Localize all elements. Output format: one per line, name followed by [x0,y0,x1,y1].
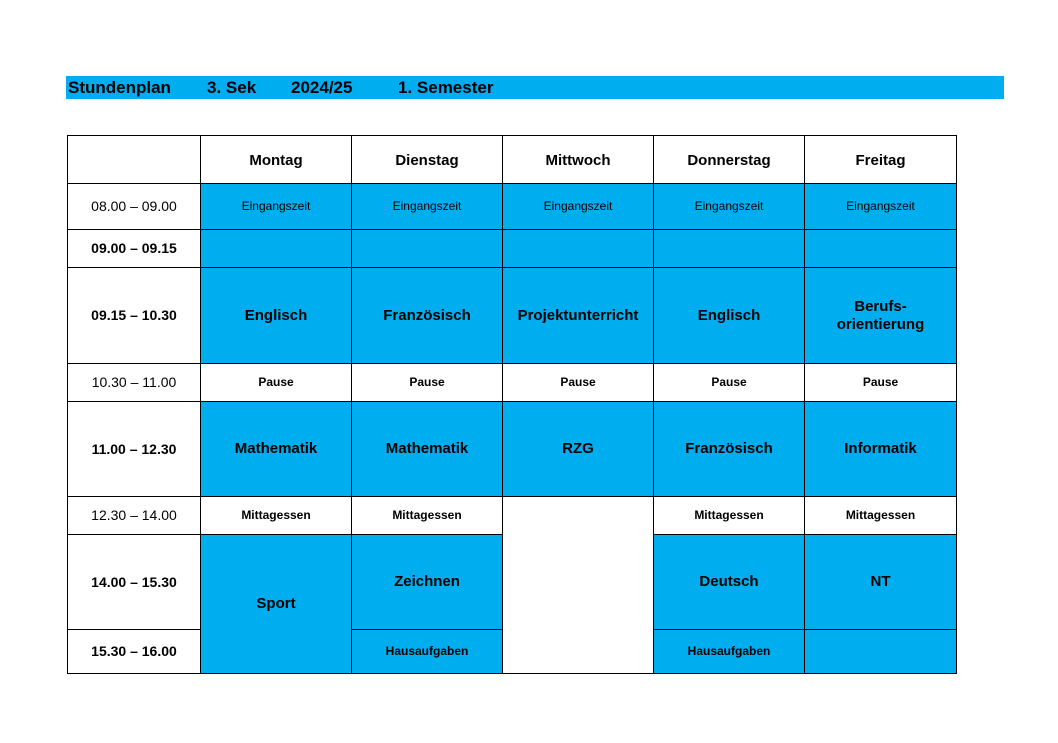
school-year: 2024/25 [291,78,353,97]
day-header-donnerstag: Donnerstag [654,136,805,184]
slot-pause: Pause [352,364,503,402]
lesson-cell: Mathematik [201,402,352,497]
slot-pause: Pause [654,364,805,402]
header-row [68,136,957,184]
lesson-cell: Berufs- orientierung [805,268,957,364]
empty-slot [201,230,352,268]
semester-label: 1. Semester [398,78,494,97]
time-cell: 08.00 – 09.00 [68,184,201,230]
slot-eingangszeit: Eingangszeit [503,184,654,230]
lesson-cell-sport: Sport [201,535,352,674]
title-bar [66,76,1004,99]
table-row [68,268,957,364]
lesson-cell: Informatik [805,402,957,497]
lesson-cell: NT [805,535,957,630]
slot-mittagessen: Mittagessen [352,497,503,535]
empty-slot-mittwoch [503,497,654,674]
time-cell: 10.30 – 11.00 [68,364,201,402]
time-cell: 09.15 – 10.30 [68,268,201,364]
corner-cell [68,136,201,184]
slot-hausaufgaben: Hausaufgaben [352,630,503,674]
slot-eingangszeit: Eingangszeit [805,184,957,230]
timetable [67,135,957,674]
slot-mittagessen: Mittagessen [805,497,957,535]
page-title: Stundenplan [68,78,171,97]
slot-eingangszeit: Eingangszeit [201,184,352,230]
time-cell: 14.00 – 15.30 [68,535,201,630]
lesson-cell: Französisch [352,268,503,364]
lesson-cell: Mathematik [352,402,503,497]
lesson-cell: Französisch [654,402,805,497]
lesson-cell: Deutsch [654,535,805,630]
table-row [68,230,957,268]
empty-slot [654,230,805,268]
lesson-cell: Zeichnen [352,535,503,630]
lesson-cell: Projektunterricht [503,268,654,364]
time-cell: 11.00 – 12.30 [68,402,201,497]
time-cell: 15.30 – 16.00 [68,630,201,674]
day-header-dienstag: Dienstag [352,136,503,184]
time-cell: 09.00 – 09.15 [68,230,201,268]
slot-pause: Pause [805,364,957,402]
slot-pause: Pause [503,364,654,402]
day-header-mittwoch: Mittwoch [503,136,654,184]
table-row [68,402,957,497]
empty-slot [503,230,654,268]
slot-hausaufgaben: Hausaufgaben [654,630,805,674]
slot-mittagessen: Mittagessen [654,497,805,535]
table-row [68,184,957,230]
empty-slot [805,630,957,674]
class-label: 3. Sek [207,78,257,97]
time-cell: 12.30 – 14.00 [68,497,201,535]
empty-slot [352,230,503,268]
day-header-montag: Montag [201,136,352,184]
empty-slot [805,230,957,268]
lesson-cell: RZG [503,402,654,497]
table-row [68,364,957,402]
slot-eingangszeit: Eingangszeit [654,184,805,230]
slot-eingangszeit: Eingangszeit [352,184,503,230]
lesson-cell: Englisch [201,268,352,364]
day-header-freitag: Freitag [805,136,957,184]
table-row [68,497,957,535]
slot-pause: Pause [201,364,352,402]
lesson-cell: Englisch [654,268,805,364]
slot-mittagessen: Mittagessen [201,497,352,535]
